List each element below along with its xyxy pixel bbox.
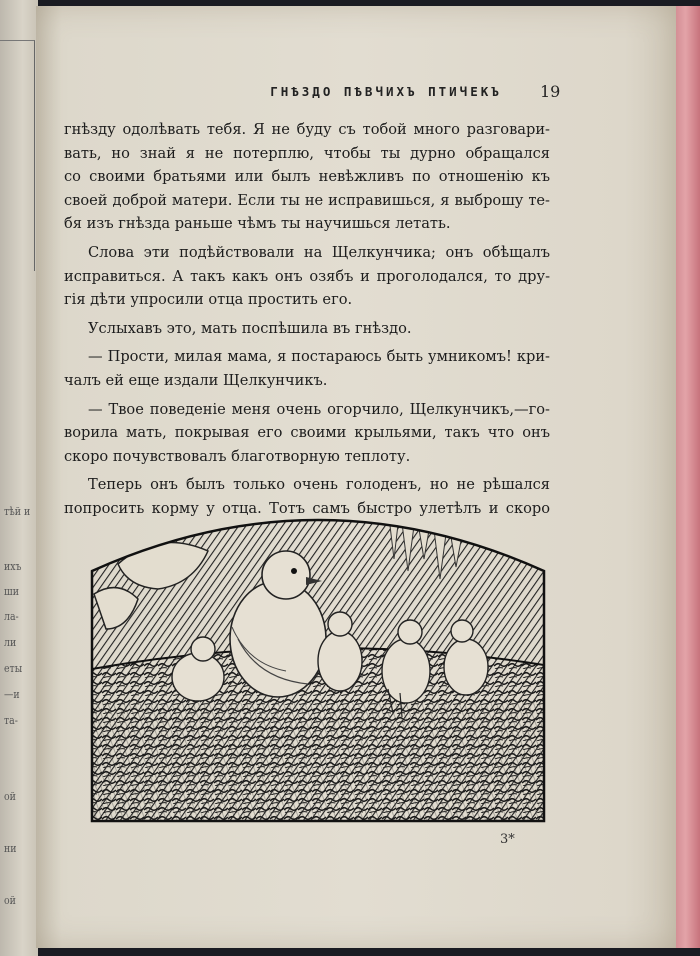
text-line: гія дѣти упросили отца простить его.: [64, 291, 353, 309]
left-page-fragment: ой: [4, 790, 16, 803]
text-line: исправиться. А такъ какъ онъ озябъ и проголодался, то дру-: [64, 267, 550, 285]
left-page-fragment: еты: [4, 662, 23, 675]
text-line: — Твое поведеніе меня очень огорчило, Щелкунчикъ,—го-: [88, 400, 550, 418]
paragraph: [64, 398, 550, 469]
left-page-fragment: тѣй и: [4, 505, 31, 518]
left-page-fragment: —и: [4, 688, 20, 701]
text-line: бя изъ гнѣзда раньше чѣмъ ты научишься летать.: [64, 215, 451, 233]
left-page-fragment: та-: [4, 714, 18, 727]
text-line: скоро почувствовалъ благотворную теплоту.: [64, 447, 411, 465]
left-page-fragment: ой: [4, 894, 16, 907]
paragraph: [64, 118, 550, 236]
text-line: вать, но знай я не потерплю, чтобы ты дурно обращался: [64, 144, 550, 162]
text-line: попросить корму у отца. Тотъ самъ быстро улетѣлъ и скоро: [64, 499, 550, 517]
text-line: ворила мать, покрывая его своими крыльями, такъ что онъ: [64, 424, 550, 442]
text-line: — Прости, милая мама, я постараюсь быть умникомъ! кри-: [88, 348, 550, 366]
body-text: [64, 118, 550, 526]
text-line: Слова эти подѣйствовали на Щелкунчика; онъ обѣщалъ: [88, 243, 550, 261]
left-page-fragment: ла-: [4, 610, 19, 623]
left-page-fragment: ихъ: [4, 560, 22, 573]
nest-illustration: [88, 489, 548, 825]
text-line: Теперь онъ былъ только очень голоденъ, но не рѣшался: [88, 476, 550, 494]
text-line: гнѣзду одолѣвать тебя. Я не буду съ тобой много разговари-: [64, 121, 550, 138]
left-page-sketch: [0, 40, 35, 271]
running-head: ГНѢЗДО ПѢВЧИХЪ ПТИЧЕКЪ: [270, 84, 502, 99]
left-page-fragment: ши: [4, 585, 19, 598]
book-page: [36, 6, 676, 948]
paragraph: [64, 345, 550, 392]
page-number: 19: [540, 82, 561, 101]
text-line: своей доброй матери. Если ты не исправишься, я выброшу те-: [64, 191, 550, 209]
paragraph: [64, 241, 550, 312]
text-line: Услыхавъ это, мать поспѣшила въ гнѣздо.: [88, 319, 412, 337]
text-line: чалъ ей еще издали Щелкунчикъ.: [64, 371, 328, 389]
page-edge-red: [676, 6, 700, 948]
text-line: со своими братьями или былъ невѣжливъ по отношенію къ: [64, 168, 550, 186]
signature-mark: 3*: [500, 832, 515, 847]
left-page-edge: [0, 0, 38, 956]
paragraph: [64, 317, 550, 341]
left-page-fragment: ни: [4, 842, 17, 855]
engraving-scene: [88, 489, 548, 825]
left-page-fragment: ли: [4, 636, 17, 649]
